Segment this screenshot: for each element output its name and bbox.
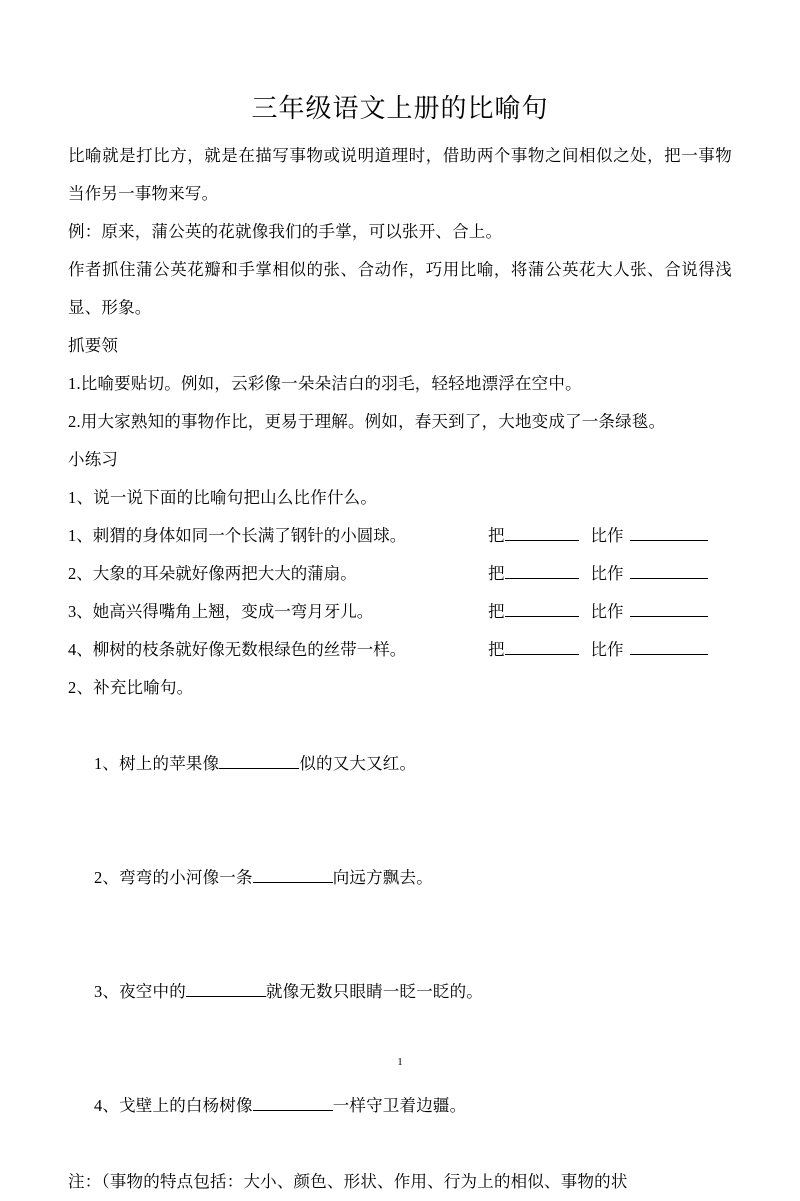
practice-section-one-prompt: 1、说一说下面的比喻句把山么比作什么。: [68, 488, 378, 507]
answer-blank-source[interactable]: [505, 563, 579, 579]
answer-blank-source[interactable]: [505, 525, 579, 541]
example-paragraph: 例：原来，蒲公英的花就像我们的手掌，可以张开、合上。: [68, 222, 503, 241]
fill-blank-prefix: 2、弯弯的小河像一条: [93, 868, 253, 887]
fill-blank-row-3: [68, 935, 732, 1049]
fill-blank-input[interactable]: [253, 867, 333, 883]
footnote-paragraph: 注：（事物的特点包括：大小、颜色、形状、作用、行为上的相似、事物的状: [68, 1172, 628, 1191]
label-ba: 把: [488, 526, 505, 545]
label-bizuo: 比作: [590, 526, 624, 545]
practice-answer-group: [488, 517, 732, 555]
practice-sentence: 4、柳树的枝条就好像无数根绿色的丝带一样。: [68, 640, 407, 659]
fill-blank-row-1: [68, 707, 732, 821]
practice-answer-group: [488, 631, 732, 669]
practice-section-two-prompt: 2、补充比喻句。: [68, 678, 194, 697]
practice-row-3: [68, 593, 732, 631]
answer-blank-target[interactable]: [630, 601, 708, 617]
practice-row-1: [68, 517, 732, 555]
fill-blank-prefix: 1、树上的苹果像: [93, 754, 220, 773]
answer-blank-source[interactable]: [505, 601, 579, 617]
practice-row-2: [68, 555, 732, 593]
answer-blank-target[interactable]: [630, 563, 708, 579]
practice-row-4: [68, 631, 732, 669]
label-ba: 把: [488, 564, 505, 583]
fill-blank-suffix: 向远方飘去。: [332, 868, 433, 887]
key-point-item-2: 2.用大家熟知的事物作比，更易于理解。例如，春天到了，大地变成了一条绿毯。: [68, 412, 666, 431]
fill-blank-row-2: [68, 821, 732, 935]
fill-blank-suffix: 似的又大又红。: [299, 754, 417, 773]
practice-sentence: 2、大象的耳朵就好像两把大大的蒲扇。: [68, 564, 357, 583]
fill-blank-input[interactable]: [219, 753, 299, 769]
fill-blank-prefix: 3、夜空中的: [93, 982, 186, 1001]
fill-blank-suffix: 一样守卫着边疆。: [332, 1096, 467, 1115]
answer-blank-target[interactable]: [630, 525, 708, 541]
analysis-paragraph: 作者抓住蒲公英花瓣和手掌相似的张、合动作，巧用比喻，将蒲公英花大人张、合说得浅显、形象。: [68, 260, 732, 317]
key-points-heading: 抓要领: [68, 336, 119, 355]
document-content: [68, 0, 732, 1201]
answer-blank-source[interactable]: [505, 639, 579, 655]
label-ba: 把: [488, 602, 505, 621]
page-title: 三年级语文上册的比喻句: [251, 94, 549, 123]
key-point-item-1: 1.比喻要贴切。例如，云彩像一朵朵洁白的羽毛，轻轻地漂浮在空中。: [68, 374, 582, 393]
label-bizuo: 比作: [590, 602, 624, 621]
fill-blank-suffix: 就像无数只眼睛一眨一眨的。: [265, 982, 484, 1001]
fill-blank-prefix: 4、戈壁上的白杨树像: [93, 1096, 253, 1115]
practice-heading: 小练习: [68, 450, 119, 469]
label-bizuo: 比作: [590, 564, 624, 583]
fill-blank-input[interactable]: [186, 981, 266, 997]
definition-paragraph: 比喻就是打比方，就是在描写事物或说明道理时，借助两个事物之间相似之处，把一事物当作另一事物来写。: [68, 146, 732, 203]
practice-answer-group: [488, 555, 732, 593]
answer-blank-target[interactable]: [630, 639, 708, 655]
label-ba: 把: [488, 640, 505, 659]
label-bizuo: 比作: [590, 640, 624, 659]
practice-sentence: 1、刺猬的身体如同一个长满了钢针的小圆球。: [68, 526, 407, 545]
practice-sentence: 3、她高兴得嘴角上翘，变成一弯月牙儿。: [68, 602, 374, 621]
page-number: 1: [397, 1056, 403, 1068]
fill-blank-input[interactable]: [253, 1095, 333, 1111]
practice-answer-group: [488, 593, 732, 631]
